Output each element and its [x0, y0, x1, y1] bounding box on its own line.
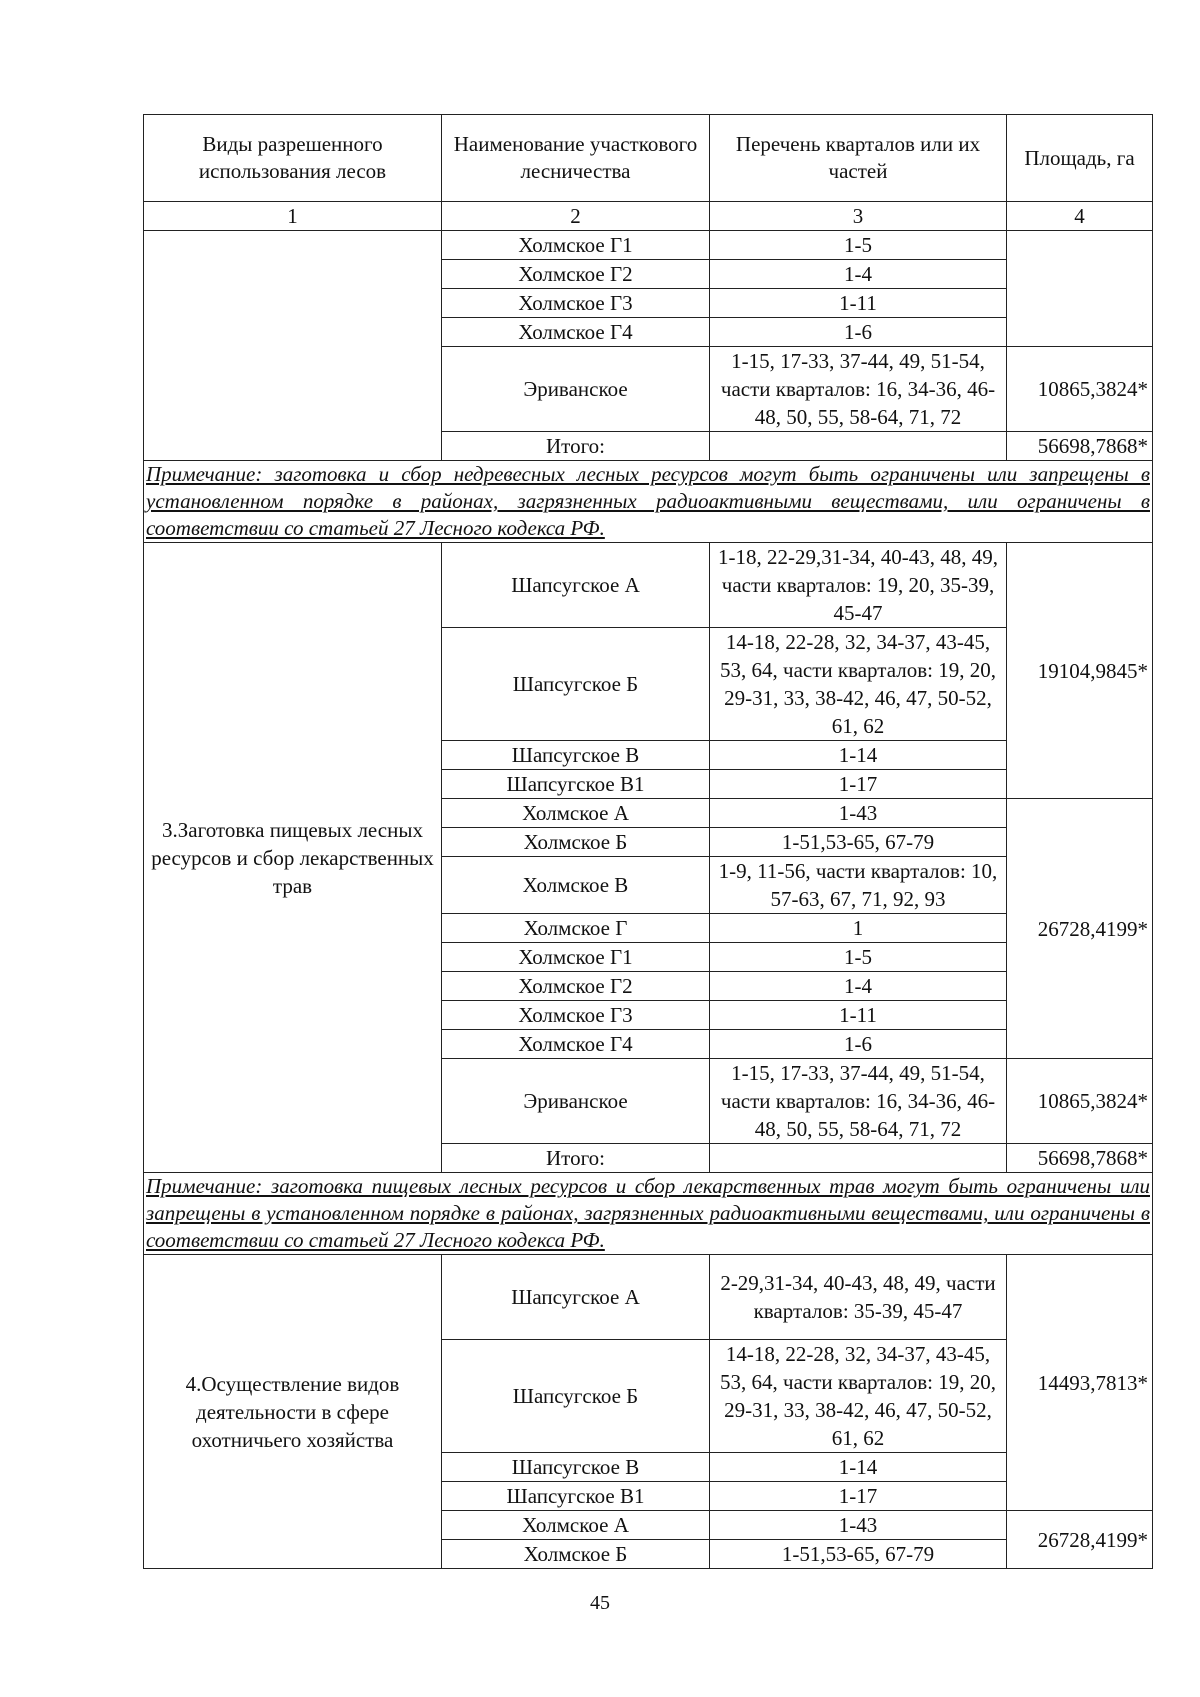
- forestry-name: Шапсугское А: [442, 1255, 710, 1340]
- area-value: 10865,3824*: [1007, 347, 1153, 432]
- forestry-name: Шапсугское В1: [442, 1482, 710, 1511]
- quarters: 1-18, 22-29,31-34, 40-43, 48, 49, части кварталов: 19, 20, 35-39, 45-47: [710, 543, 1007, 628]
- area-value: 26728,4199*: [1007, 799, 1153, 1059]
- quarters: 1-5: [710, 231, 1007, 260]
- quarters: 1: [710, 914, 1007, 943]
- total-quarters-empty: [710, 1144, 1007, 1173]
- forestry-name: Холмское Б: [442, 828, 710, 857]
- quarters: 14-18, 22-28, 32, 34-37, 43-45, 53, 64, части кварталов: 19, 20, 29-31, 33, 38-42, 46, 47, 50-52, 61, 62: [710, 628, 1007, 741]
- forestry-name: Шапсугское В1: [442, 770, 710, 799]
- header-area: Площадь, га: [1007, 115, 1153, 202]
- use-type-label: 4.Осуществление видов деятельности в сфере охотничьего хозяйства: [144, 1255, 442, 1569]
- quarters: 1-11: [710, 289, 1007, 318]
- quarters: 1-51,53-65, 67-79: [710, 828, 1007, 857]
- forestry-name: Шапсугское В: [442, 1453, 710, 1482]
- forestry-name: Холмское Г4: [442, 318, 710, 347]
- area-value: 19104,9845*: [1007, 543, 1153, 799]
- quarters: 1-11: [710, 1001, 1007, 1030]
- quarters: 1-43: [710, 799, 1007, 828]
- quarters: 1-5: [710, 943, 1007, 972]
- quarters: 1-17: [710, 770, 1007, 799]
- forestry-name: Эриванское: [442, 1059, 710, 1144]
- total-value: 56698,7868*: [1007, 1144, 1153, 1173]
- note-row: [144, 1173, 1153, 1255]
- forestry-name: Холмское Г1: [442, 943, 710, 972]
- forestry-name: Шапсугское Б: [442, 628, 710, 741]
- table-row: [144, 231, 1153, 260]
- quarters: 1-6: [710, 1030, 1007, 1059]
- use-type-cell-empty: [144, 231, 442, 461]
- header-forestry-name: Наименование участкового лесничества: [442, 115, 710, 202]
- forestry-name: Холмское В: [442, 857, 710, 914]
- forestry-name: Холмское А: [442, 1511, 710, 1540]
- column-number: 3: [710, 202, 1007, 231]
- use-type-label: 3.Заготовка пищевых лесных ресурсов и сбор лекарственных трав: [144, 543, 442, 1173]
- table-row: [144, 543, 1153, 628]
- quarters: 1-17: [710, 1482, 1007, 1511]
- forestry-name: Холмское Г4: [442, 1030, 710, 1059]
- forestry-name: Холмское Г: [442, 914, 710, 943]
- quarters: 1-43: [710, 1511, 1007, 1540]
- forestry-name: Шапсугское А: [442, 543, 710, 628]
- quarters: 1-14: [710, 741, 1007, 770]
- forestry-name: Холмское А: [442, 799, 710, 828]
- header-row: [144, 115, 1153, 202]
- column-numbers-row: [144, 202, 1153, 231]
- forestry-name: Шапсугское В: [442, 741, 710, 770]
- note-text: Примечание: заготовка и сбор недревесных лесных ресурсов могут быть ограничены или запрещены в установленном порядке в районах, загрязненных радиоактивными веществами, или ограничены в соответствии со статьей 27 Лесного кодекса РФ.: [144, 461, 1153, 543]
- quarters: 1-4: [710, 972, 1007, 1001]
- area-value: 14493,7813*: [1007, 1255, 1153, 1511]
- total-label: Итого:: [442, 432, 710, 461]
- note-text: Примечание: заготовка пищевых лесных ресурсов и сбор лекарственных трав могут быть ограничены или запрещены в установленном порядке в районах, загрязненных радиоактивными веществами, или ограничены в соответствии со статьей 27 Лесного кодекса РФ.: [144, 1173, 1153, 1255]
- forestry-name: Холмское Г3: [442, 1001, 710, 1030]
- quarters: 1-6: [710, 318, 1007, 347]
- forest-use-table: [143, 114, 1153, 1569]
- quarters: 1-14: [710, 1453, 1007, 1482]
- header-quarters-list: Перечень кварталов или их частей: [710, 115, 1007, 202]
- quarters: 2-29,31-34, 40-43, 48, 49, части кварталов: 35-39, 45-47: [710, 1255, 1007, 1340]
- column-number: 1: [144, 202, 442, 231]
- forestry-name: Холмское Г3: [442, 289, 710, 318]
- quarters: 1-15, 17-33, 37-44, 49, 51-54, части кварталов: 16, 34-36, 46-48, 50, 55, 58-64, 71, 72: [710, 347, 1007, 432]
- area-value: 10865,3824*: [1007, 1059, 1153, 1144]
- forestry-name: Шапсугское Б: [442, 1340, 710, 1453]
- quarters: 1-9, 11-56, части кварталов: 10, 57-63, 67, 71, 92, 93: [710, 857, 1007, 914]
- forestry-name: Холмское Б: [442, 1540, 710, 1569]
- forestry-name: Эриванское: [442, 347, 710, 432]
- quarters: 1-51,53-65, 67-79: [710, 1540, 1007, 1569]
- area-value: 26728,4199*: [1007, 1511, 1153, 1569]
- column-number: 4: [1007, 202, 1153, 231]
- total-label: Итого:: [442, 1144, 710, 1173]
- column-number: 2: [442, 202, 710, 231]
- page-number: 45: [590, 1592, 610, 1614]
- total-value: 56698,7868*: [1007, 432, 1153, 461]
- header-use-type: Виды разрешенного использования лесов: [144, 115, 442, 202]
- quarters: 1-15, 17-33, 37-44, 49, 51-54, части кварталов: 16, 34-36, 46-48, 50, 55, 58-64, 71, 72: [710, 1059, 1007, 1144]
- note-row: [144, 461, 1153, 543]
- forestry-name: Холмское Г1: [442, 231, 710, 260]
- quarters: 1-4: [710, 260, 1007, 289]
- quarters: 14-18, 22-28, 32, 34-37, 43-45, 53, 64, части кварталов: 19, 20, 29-31, 33, 38-42, 46, 47, 50-52, 61, 62: [710, 1340, 1007, 1453]
- forestry-name: Холмское Г2: [442, 972, 710, 1001]
- table-row: [144, 1255, 1153, 1340]
- total-quarters-empty: [710, 432, 1007, 461]
- forestry-name: Холмское Г2: [442, 260, 710, 289]
- area-cell-empty: [1007, 231, 1153, 347]
